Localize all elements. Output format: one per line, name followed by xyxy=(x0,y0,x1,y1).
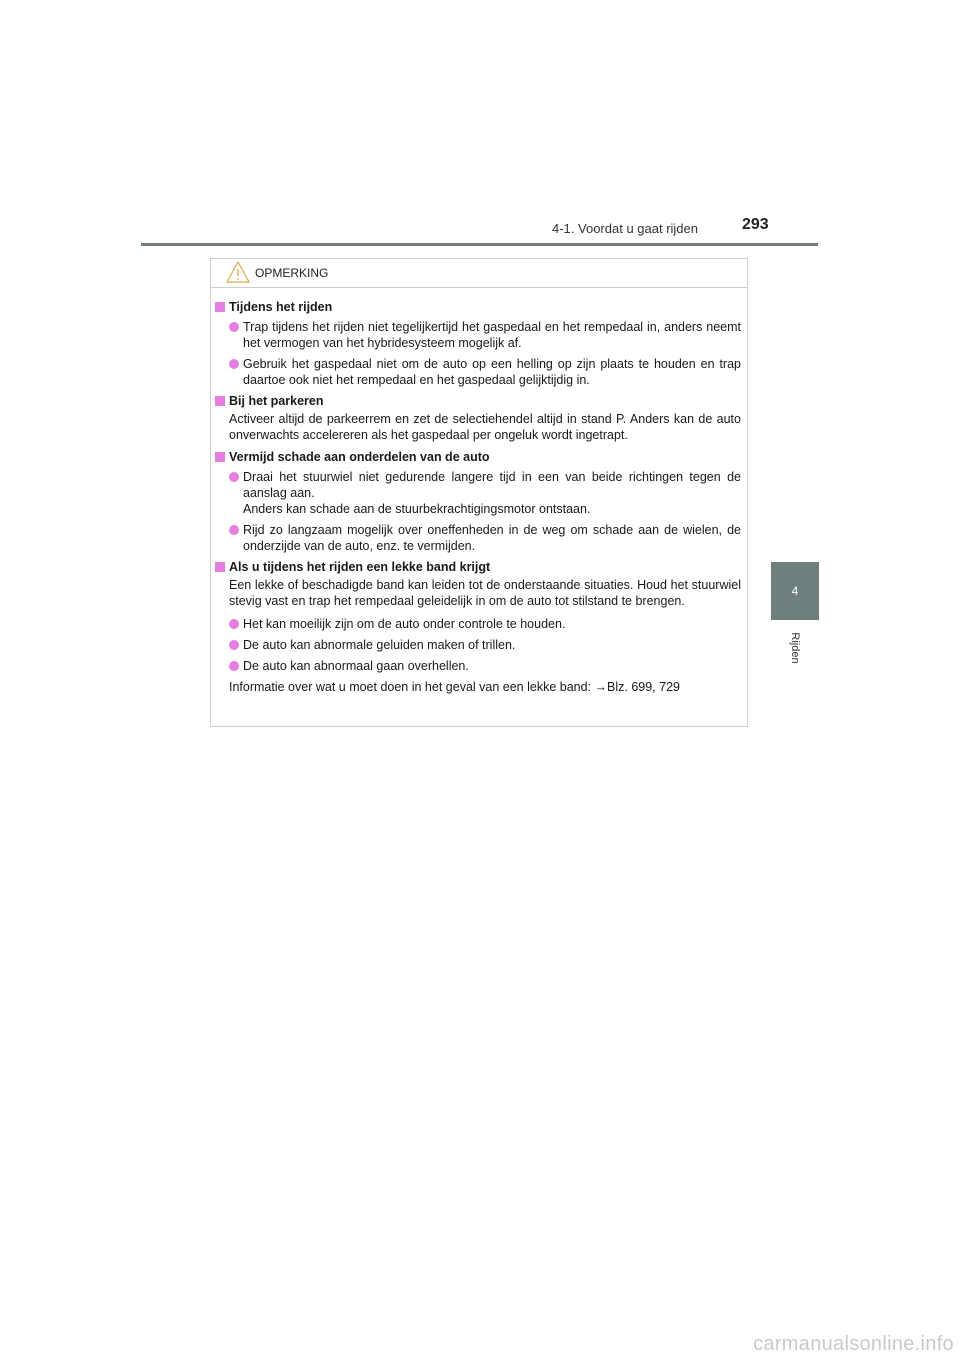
round-bullet xyxy=(229,322,239,332)
square-bullet xyxy=(215,302,225,312)
list-item-text: Anders kan schade aan de stuurbekrachtigingsmotor ontstaan. xyxy=(243,502,591,516)
page-reference: Informatie over wat u moet doen in het geval van een lekke band: →Blz. 699, 729 xyxy=(229,680,680,694)
section-flat-tire xyxy=(211,559,747,695)
list-item-text: Trap tijdens het rijden niet tegelijkertijd het gaspedaal en het rempedaal in, anders neemt het vermogen van het hybridesysteem mogelijk af. xyxy=(243,320,741,350)
list-item xyxy=(229,637,741,653)
list-item xyxy=(229,469,741,517)
list-item xyxy=(229,616,741,632)
square-bullet xyxy=(215,396,225,406)
round-bullet xyxy=(229,472,239,482)
list-item xyxy=(229,319,741,351)
section-avoid-damage xyxy=(211,449,747,554)
square-bullet xyxy=(215,452,225,462)
list-item xyxy=(229,356,741,388)
section-heading-text: Vermijd schade aan onderdelen van de auto xyxy=(229,450,490,464)
section-heading-text: Bij het parkeren xyxy=(229,394,324,408)
note-body xyxy=(211,299,747,699)
section-parking xyxy=(211,393,747,443)
list-item xyxy=(229,522,741,554)
section-heading xyxy=(229,299,741,315)
round-bullet xyxy=(229,525,239,535)
list-item-text: Draai het stuurwiel niet gedurende langere tijd in een van beide richtingen tegen de aanslag aan. xyxy=(243,470,741,500)
warning-triangle-icon xyxy=(225,260,251,284)
paragraph: Activeer altijd de parkeerrem en zet de selectiehendel altijd in stand P. Anders kan de auto onverwachts accelereren als het gaspedaal per ongeluk wordt ingetrapt. xyxy=(229,412,741,442)
section-title: 4-1. Voordat u gaat rijden xyxy=(552,221,698,236)
section-heading xyxy=(229,559,741,575)
list-item-text: Rijd zo langzaam mogelijk over oneffenheden in de weg om schade aan de wielen, de onderzijde van de auto, enz. te vermijden. xyxy=(243,523,741,553)
header-rule xyxy=(141,243,818,246)
square-bullet xyxy=(215,562,225,572)
section-heading-text: Als u tijdens het rijden een lekke band krijgt xyxy=(229,560,491,574)
chapter-number: 4 xyxy=(791,584,799,598)
section-heading xyxy=(229,393,741,409)
round-bullet xyxy=(229,359,239,369)
round-bullet xyxy=(229,640,239,650)
section-heading-text: Tijdens het rijden xyxy=(229,300,333,314)
list-item-text: De auto kan abnormaal gaan overhellen. xyxy=(243,659,469,673)
list-item-text: Gebruik het gaspedaal niet om de auto op een helling op zijn plaats te houden en trap daartoe ook niet het rempedaal en het gaspedaal gelijktijdig in. xyxy=(243,357,741,387)
note-title: OPMERKING xyxy=(255,266,329,280)
list-item-text: Het kan moeilijk zijn om de auto onder controle te houden. xyxy=(243,617,566,631)
paragraph: Een lekke of beschadigde band kan leiden tot de onderstaande situaties. Houd het stuurwiel stevig vast en trap het rempedaal geleidelijk in om de auto tot stilstand te brengen. xyxy=(229,578,741,608)
page-number: 293 xyxy=(742,216,769,233)
note-box xyxy=(210,258,748,727)
note-header xyxy=(211,259,747,288)
list-item-text: De auto kan abnormale geluiden maken of trillen. xyxy=(243,638,516,652)
round-bullet xyxy=(229,661,239,671)
round-bullet xyxy=(229,619,239,629)
watermark: carmanualsonline.info xyxy=(753,1333,954,1355)
chapter-label: Rijden xyxy=(789,632,801,664)
list-item xyxy=(229,658,741,674)
section-heading xyxy=(229,449,741,465)
chapter-tab xyxy=(771,562,819,620)
section-while-driving xyxy=(211,299,747,388)
